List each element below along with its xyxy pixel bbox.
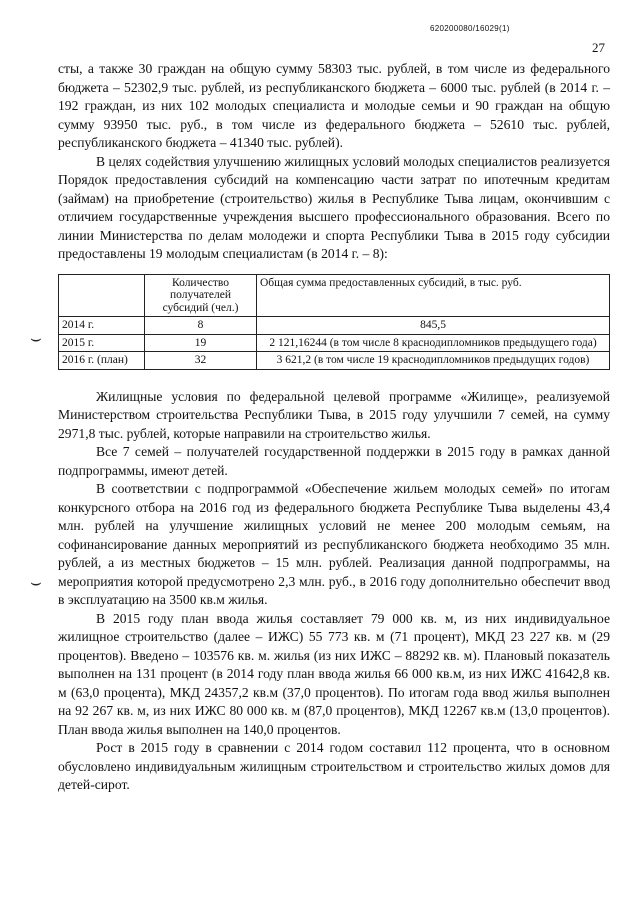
paragraph: Рост в 2015 году в сравнении с 2014 годом составил 112 процента, что в основном обусловлено индивидуальным жилищным строительством и строительство жилых домов для детей-сирот. bbox=[58, 740, 610, 792]
table-row bbox=[59, 317, 610, 335]
table-cell-amount: 2 121,16244 (в том числе 8 краснодипломников предыдущего года) bbox=[257, 334, 610, 352]
table-header-cell: Количество получателей субсидий (чел.) bbox=[145, 274, 257, 317]
page-number: 27 bbox=[592, 40, 605, 55]
table-cell-amount: 3 621,2 (в том числе 19 краснодипломников предыдущих годов) bbox=[257, 352, 610, 370]
subsidies-table bbox=[58, 274, 610, 370]
table-header-cell: Общая сумма предоставленных субсидий, в тыс. руб. bbox=[257, 274, 610, 317]
table-row bbox=[59, 334, 610, 352]
margin-mark: ⌣ bbox=[30, 572, 42, 593]
table-cell-count: 32 bbox=[145, 352, 257, 370]
paragraph: В целях содействия улучшению жилищных условий молодых специалистов реализуется Порядок предоставления субсидий на компенсацию части затрат по ипотечным кредитам (займам) на приобретение (строительство) жилья в Республике Тыва лицам, окончившим с отличием государственные учреждения высшего профессионального образования. Всего по линии Министерства по делам молодежи и спорта Республики Тыва в 2015 году субсидии предоставлены 19 молодым специалистам (в 2014 г. – 8): bbox=[58, 153, 610, 261]
table-cell-count: 8 bbox=[145, 317, 257, 335]
table-cell-year: 2016 г. (план) bbox=[59, 352, 145, 370]
document-stamp: 620200080/16029(1) bbox=[430, 24, 510, 33]
table-cell-year: 2015 г. bbox=[59, 334, 145, 352]
paragraph: сты, а также 30 граждан на общую сумму 58303 тыс. рублей, в том числе из федерального бюджета – 52302,9 тыс. рублей, из республиканского бюджета – 6000 тыс. рублей (в 2014 г. – 192 граждан, из них 102 молодых специалиста и молодые семьи и 90 граждан на общую сумму 93950 тыс. руб., в том числе из федерального бюджета – 52610 тыс. рублей, республиканского бюджета – 41340 тыс. рублей). bbox=[58, 61, 610, 150]
table-cell-year: 2014 г. bbox=[59, 317, 145, 335]
table-row bbox=[59, 352, 610, 370]
paragraph: В соответствии с подпрограммой «Обеспечение жильем молодых семей» по итогам конкурсного отбора на 2016 год из федерального бюджета Республике Тыва выделены 43,4 млн. рублей на улучшение жилищных условий не менее 200 молодым семьям, на софинансирование данных мероприятий из республиканского бюджета необходимо 35 млн. рублей, а из местных бюджетов – 15 млн. рублей. Реализация данной подпрограммы, на мероприятия которой предусмотрено 2,3 млн. руб., в 2016 году дополнительно обеспечит ввод в эксплуатацию на 3500 кв.м жилья. bbox=[58, 481, 610, 607]
margin-mark: ⌣ bbox=[30, 328, 42, 349]
paragraph: Жилищные условия по федеральной целевой программе «Жилище», реализуемой Министерством строительства Республики Тыва, в 2015 году улучшили 7 семей, на сумму 2971,8 тыс. рублей, которые направили на строительство жилья. bbox=[58, 388, 610, 441]
paragraph: В 2015 году план ввода жилья составляет 79 000 кв. м, из них индивидуальное жилищное строительство (далее – ИЖС) 55 773 кв. м (71 процент), МКД 23 227 кв. м (29 процентов). Введено – 103576 кв. м. жилья (из них ИЖС – 88292 кв. м). Плановый показатель выполнен на 131 процент (в 2014 году план ввода жилья 66 000 кв.м, из них ИЖС 41642,8 кв. м (63,0 процента), МКД 24357,2 кв.м (37,0 процентов). По итогам года ввод жилья выполнен на 92 267 кв. м, из них ИЖС 80 000 кв. м (87,0 процентов), МКД 12267 кв.м (13,0 процентов). План ввода жилья выполнен на 140,0 процентов. bbox=[58, 610, 610, 737]
document-body bbox=[58, 60, 610, 795]
table-header-row bbox=[59, 274, 610, 317]
table-header-cell bbox=[59, 274, 145, 317]
paragraph: Все 7 семей – получателей государственной поддержки в 2015 году в рамках данной подпрограммы, имеют детей. bbox=[58, 444, 610, 478]
table-cell-count: 19 bbox=[145, 334, 257, 352]
table-cell-amount: 845,5 bbox=[257, 317, 610, 335]
